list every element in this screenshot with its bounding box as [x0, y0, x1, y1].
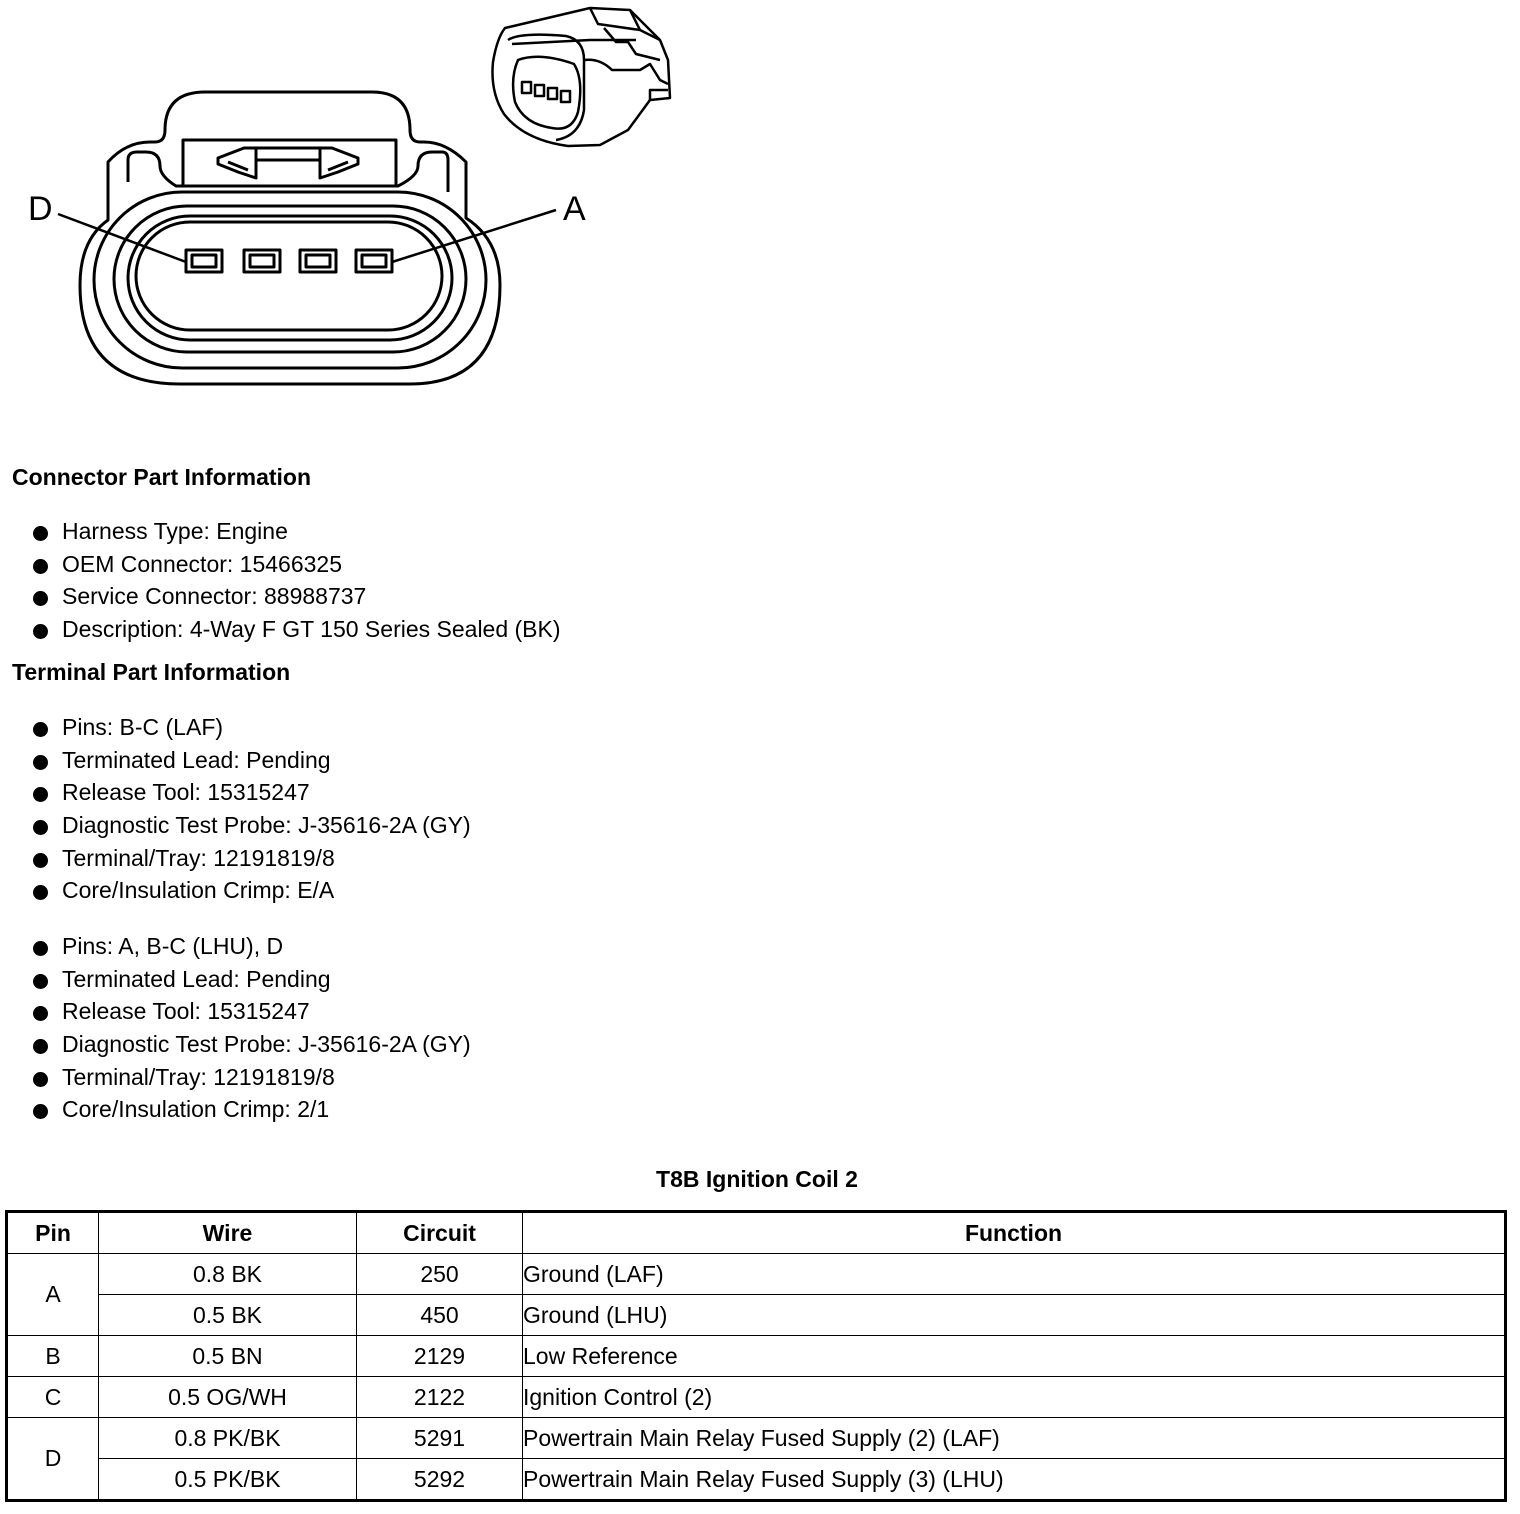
list-item: Diagnostic Test Probe: J-35616-2A (GY) — [12, 809, 471, 842]
table-row — [7, 1418, 1506, 1459]
table-row — [7, 1295, 1506, 1336]
cell-circuit: 450 — [357, 1295, 523, 1336]
cell-wire: 0.5 OG/WH — [99, 1377, 357, 1418]
header-circuit: Circuit — [357, 1212, 523, 1254]
header-pin: Pin — [7, 1212, 99, 1254]
cell-circuit: 5292 — [357, 1459, 523, 1501]
latch-ramp-right — [320, 148, 358, 178]
pin-table — [5, 1210, 1507, 1502]
terminal-face — [136, 222, 442, 330]
cell-circuit: 250 — [357, 1254, 523, 1295]
cell-circuit: 2122 — [357, 1377, 523, 1418]
header-function: Function — [523, 1212, 1506, 1254]
list-item: Terminal/Tray: 12191819/8 — [12, 1061, 471, 1094]
terminal-info-list-1 — [12, 711, 471, 907]
table-row — [7, 1377, 1506, 1418]
list-item: Terminated Lead: Pending — [12, 744, 471, 777]
cell-pin: B — [7, 1336, 99, 1377]
cell-wire: 0.5 PK/BK — [99, 1459, 357, 1501]
leader-line-a — [392, 210, 556, 262]
table-header-row — [7, 1212, 1506, 1254]
list-item: Service Connector: 88988737 — [12, 580, 561, 613]
list-item: Diagnostic Test Probe: J-35616-2A (GY) — [12, 1028, 471, 1061]
cell-pin: C — [7, 1377, 99, 1418]
seal-ring-outer — [94, 192, 486, 368]
list-item: OEM Connector: 15466325 — [12, 548, 561, 581]
cell-function: Ground (LAF) — [523, 1254, 1506, 1295]
cell-function: Ignition Control (2) — [523, 1377, 1506, 1418]
list-item: Pins: B-C (LAF) — [12, 711, 471, 744]
cell-function: Low Reference — [523, 1336, 1506, 1377]
list-item: Terminated Lead: Pending — [12, 963, 471, 996]
connector-info-list — [12, 515, 561, 646]
table-row — [7, 1336, 1506, 1377]
cell-circuit: 2129 — [357, 1336, 523, 1377]
cell-pin: A — [7, 1254, 99, 1336]
cell-wire: 0.8 BK — [99, 1254, 357, 1295]
cell-wire: 0.5 BK — [99, 1295, 357, 1336]
pin-label-d: D — [28, 190, 53, 228]
latch-ramp-left — [218, 148, 256, 178]
list-item: Core/Insulation Crimp: 2/1 — [12, 1093, 471, 1126]
list-item: Harness Type: Engine — [12, 515, 561, 548]
list-item: Description: 4-Way F GT 150 Series Sealed (BK) — [12, 613, 561, 646]
connector-diagram — [0, 0, 720, 420]
pin-label-a: A — [563, 190, 586, 228]
list-item: Release Tool: 15315247 — [12, 995, 471, 1028]
cell-wire: 0.5 BN — [99, 1336, 357, 1377]
cell-pin: D — [7, 1418, 99, 1501]
connector-info-heading: Connector Part Information — [12, 464, 312, 490]
list-item: Core/Insulation Crimp: E/A — [12, 874, 471, 907]
cell-function: Ground (LHU) — [523, 1295, 1506, 1336]
table-row — [7, 1459, 1506, 1501]
table-title: T8B Ignition Coil 2 — [656, 1166, 858, 1192]
terminal-cavities — [186, 250, 392, 272]
connector-isometric-view — [492, 8, 670, 146]
table-row — [7, 1254, 1506, 1295]
cell-circuit: 5291 — [357, 1418, 523, 1459]
list-item: Terminal/Tray: 12191819/8 — [12, 842, 471, 875]
cell-function: Powertrain Main Relay Fused Supply (2) (LAF) — [523, 1418, 1506, 1459]
seal-ring-inner — [128, 216, 452, 340]
cell-function: Powertrain Main Relay Fused Supply (3) (LHU) — [523, 1459, 1506, 1501]
list-item: Release Tool: 15315247 — [12, 776, 471, 809]
terminal-info-heading: Terminal Part Information — [12, 659, 291, 685]
terminal-info-list-2 — [12, 930, 471, 1126]
connector-inner-shell — [128, 152, 448, 192]
cell-wire: 0.8 PK/BK — [99, 1418, 357, 1459]
header-wire: Wire — [99, 1212, 357, 1254]
list-item: Pins: A, B-C (LHU), D — [12, 930, 471, 963]
